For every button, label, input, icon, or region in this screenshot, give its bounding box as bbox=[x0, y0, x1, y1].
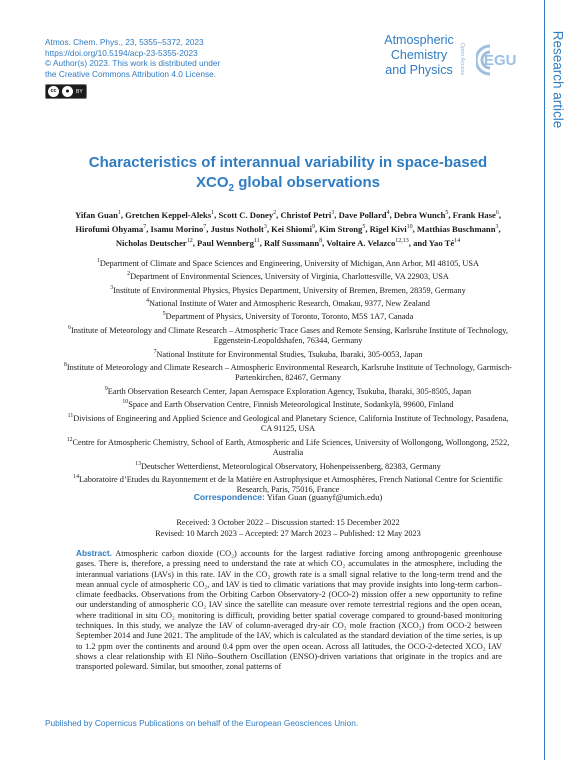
affiliation-number: 9 bbox=[104, 386, 108, 393]
egu-logo-text: EGU bbox=[484, 52, 517, 69]
affiliation-number: 2 bbox=[127, 271, 131, 278]
license-text: the Creative Commons Attribution 4.0 License. bbox=[45, 68, 217, 79]
author-name: Yifan Guan$^1$ bbox=[74, 209, 121, 220]
by-label: BY bbox=[76, 88, 83, 95]
author-affiliation-number: 12 bbox=[186, 238, 193, 245]
abstract-label: Abstract. bbox=[76, 548, 112, 558]
author-name: Scott C. Doney$^2$ bbox=[218, 209, 277, 220]
author-affiliation-number: 3 bbox=[331, 210, 335, 216]
affiliation-item: $^1$Department of Climate and Space Sciences and Engineering, University of Michigan, Ann Arbor, MI 48105, USA bbox=[96, 258, 480, 268]
affiliation-number: 13 bbox=[135, 460, 141, 467]
author-affiliation-number: 1 bbox=[211, 210, 215, 216]
copyright: © Author(s) 2023. This work is distributed under bbox=[45, 58, 221, 68]
abstract-text: Atmospheric carbon dioxide (CO₂) accounts for the largest radiative forcing among anthropogenic greenhouse gases. There is, therefore, a pressing need to understand the rate at which CO₂ accumulates in the atmosphere, including the interannual variations (IAVs) in this rate. IAV in the CO₂ growth rate is a small signal relative to the long-term trend and the mean annual cycle of atmospheric CO₂, and IAV is tied to climatic variations that may provide insights into long-term carbon–climate feedbacks. Observations from the Orbiting Carbon Observatory-2 (OCO-2) mission offer a new opportunity to refine our understanding of atmospheric CO₂ IAV since the satellite can measure over remote terrestrial regions and the open ocean, where traditional in situ CO₂ monitoring is difficult, providing better spatial coverage compared to ground-based monitoring techniques. In this study, we analyze the IAV of column-averaged dry-air CO₂ mole fraction (XCO₂) from OCO-2 between September 2014 and June 2021. The amplitude of the IAV, which is calculated as the standard deviation of the time series, is up to 1.2 ppm over the continents and around 0.4 ppm over the open ocean. Across all latitudes, the OCO-2-detected XCO₂ IAV shows a clear relationship with El Niño–Southern Oscillation (ENSO)-driven variations that originate in the tropics and are transported poleward. Similar, but smoother, zonal patterns of bbox=[76, 549, 502, 672]
affiliation-item: $^9$Earth Observation Research Center, Japan Aerospace Exploration Agency, Tsukuba, Ibaraki, 305-8505, Japan bbox=[104, 386, 472, 396]
affiliation-item: $^6$Institute of Meteorology and Climate Research – Atmospheric Trace Gases and Remote Sensing, Karlsruhe Institute of Technology, Eggenstein-Leopoldshafen, 76344, Germany bbox=[68, 324, 508, 346]
author-affiliation-number: 5 bbox=[362, 224, 366, 231]
correspondence-label: Correspondence: bbox=[193, 492, 265, 502]
affiliation-item: $^7$National Institute for Environmental Studies, Tsukuba, Ibaraki, 305-0053, Japan bbox=[153, 348, 423, 359]
affiliation-number: 6 bbox=[68, 324, 71, 331]
article-type-label: Research article bbox=[550, 30, 566, 129]
journal-name: Atmospheric Chemistry and Physics bbox=[384, 33, 454, 77]
author-affiliation-number: 8 bbox=[319, 238, 323, 245]
affiliation-number: 10 bbox=[122, 399, 129, 406]
abstract bbox=[76, 548, 502, 673]
affiliation-list bbox=[62, 256, 514, 496]
author-name: Debra Wunch$^5$ bbox=[393, 209, 449, 220]
publisher-footer[interactable]: Published by Copernicus Publications on behalf of the European Geosciences Union. bbox=[45, 718, 359, 728]
author-name: Rigel Kivi$^{10}$ bbox=[369, 224, 413, 235]
author-affiliation-number: 6 bbox=[495, 210, 499, 216]
affiliation-number: 14 bbox=[73, 474, 80, 481]
author-affiliation-number: 14 bbox=[454, 238, 461, 245]
author-name: Voltaire A. Velazco$^{12,13}$ bbox=[326, 238, 409, 249]
author-name: Nicholas Deutscher$^{12}$ bbox=[115, 238, 193, 249]
author-name: Kei Shiomi$^9$ bbox=[271, 224, 315, 235]
publication-dates: Received: 3 October 2022 – Discussion started: 15 December 2022 Revised: 10 March 2023 – Accepted: 27 March 2023 – Published: 12 May 2023 bbox=[155, 518, 421, 538]
affiliation-number: 4 bbox=[146, 298, 149, 305]
author-name: Yao $Té^{14}$ bbox=[428, 238, 461, 249]
author-name: Frank Hase$^6$ bbox=[452, 209, 499, 220]
affiliation-item: $^{13}$Deutscher Wetterdienst, Meteorological Observatory, Hohenpeissenberg, 82383, Germany bbox=[135, 460, 441, 471]
affiliation-item: $^{14}$Laboratoire d’Etudes du Rayonnement et de la Matière en Astrophysique et Atmosphères, French National Centre for Scientific Research, Paris, 75016, France bbox=[73, 474, 503, 495]
affiliation-number: 1 bbox=[96, 258, 100, 264]
affiliation-number: 11 bbox=[67, 412, 74, 419]
author-affiliation-number: 11 bbox=[253, 238, 260, 245]
correspondence bbox=[62, 492, 514, 503]
citation: Atmos. Chem. Phys., 23, 5355–5372, 2023 bbox=[45, 37, 204, 47]
affiliation-item: $^{12}$Centre for Atmospheric Chemistry, School of Earth, Atmospheric and Life Sciences, University of Wollongong, Wollongong, 2522, Australia bbox=[66, 436, 510, 458]
affiliation-number: 7 bbox=[153, 348, 157, 355]
cc-icon: cc bbox=[48, 86, 59, 97]
author-name: Dave Pollard$^4$ bbox=[338, 209, 390, 220]
doi-link[interactable]: https://doi.org/10.5194/acp-23-5355-2023 bbox=[45, 47, 198, 58]
author-affiliation-number: 2 bbox=[273, 210, 277, 216]
author-affiliation-number: 10 bbox=[406, 224, 413, 231]
affiliation-number: 5 bbox=[162, 311, 166, 318]
affiliation-item: $^2$Department of Environmental Sciences, University of Virginia, Charlottesville, VA 22903, USA bbox=[127, 271, 449, 282]
author-name: Paul Wennberg$^{11}$ bbox=[197, 238, 260, 249]
paper-title: Characteristics of interannual variability in space-based $XCO_2$ global observations bbox=[88, 154, 488, 194]
author-name: Gretchen Keppel-Aleks$^1$ bbox=[125, 209, 215, 220]
author-affiliation-number: 12,13 bbox=[395, 238, 409, 245]
author-affiliation-number: 4 bbox=[386, 210, 390, 216]
open-access-label: Open Access bbox=[459, 42, 466, 76]
author-name: Ralf Sussmann$^8$ bbox=[263, 238, 323, 249]
affiliation-item: $^5$Department of Physics, University of Toronto, Toronto, M5S 1A7, Canada bbox=[162, 311, 414, 322]
author-name: Kim Strong$^5$ bbox=[319, 224, 366, 235]
cc-by-license-icon[interactable] bbox=[45, 84, 87, 99]
affiliation-number: 8 bbox=[63, 362, 67, 369]
affiliation-item: $^{10}$Space and Earth Observation Centre, Finnish Meteorological Institute, Sodankylä, 99600, Finland bbox=[122, 399, 454, 410]
affiliation-item: $^{11}$Divisions of Engineering and Applied Science and Geological and Planetary Science, California Institute of Technology, Pasadena, CA 91125, USA bbox=[67, 412, 509, 434]
affiliation-item: $^8$Institute of Meteorology and Climate Research – Atmospheric Environmental Research, Karlsruhe Institute of Technology, Garmisch-Partenkirchen, 82467, Germany bbox=[63, 362, 513, 383]
correspondence-email[interactable]: Yifan Guan (guanyf@umich.edu) bbox=[266, 492, 383, 502]
author-name: Justus Notholt$^3$ bbox=[210, 224, 267, 235]
author-affiliation-number: 7 bbox=[203, 224, 207, 231]
author-affiliation-number: 3 bbox=[263, 224, 267, 231]
sidebar-divider bbox=[544, 0, 545, 760]
author-name: Christof Petri$^3$ bbox=[280, 209, 335, 220]
author-affiliation-number: 5 bbox=[445, 210, 449, 216]
affiliation-item: $^3$Institute of Environmental Physics, Physics Department, University of Bremen, Bremen, 28359, Germany bbox=[110, 284, 466, 295]
author-affiliation-number: 9 bbox=[311, 224, 315, 231]
author-name: Hirofumi Ohyama$^7$ bbox=[75, 224, 147, 235]
article-metadata bbox=[45, 37, 255, 79]
affiliation-item: $^4$National Institute of Water and Atmospheric Research, Omakau, 9377, New Zealand bbox=[146, 298, 430, 308]
affiliation-number: 12 bbox=[66, 436, 73, 443]
affiliation-number: 3 bbox=[110, 284, 114, 291]
author-affiliation-number: 1 bbox=[117, 210, 121, 216]
egu-logo-icon bbox=[476, 38, 530, 80]
author-list: Yifan Guan$^1$, Gretchen Keppel-Aleks$^1$, Scott C. Doney$^2$, Christof Petri$^3$, Dave Pollard$^4$, Debra Wunch$^5$, Frank Hase$^6$, Hirofumi Ohyama$^7$, Isamu Morino$^7$, Justus Notholt$^3$, Kei Shiomi$^9$, Kim Strong$^5$, Rigel Kivi$^{10}$, Matthias Buschmann$^3$, Nicholas Deutscher$^{12}$, Paul Wennberg$^{11}$, Ralf Sussmann$^8$, Voltaire A. Velazco$^{12,13}$, and Yao $Té^{14}$ bbox=[74, 209, 502, 249]
person-icon: ● bbox=[62, 86, 73, 97]
author-name: Matthias Buschmann$^3$ bbox=[416, 224, 499, 235]
author-affiliation-number: 7 bbox=[143, 224, 147, 231]
author-name: Isamu Morino$^7$ bbox=[150, 224, 207, 235]
author-affiliation-number: 3 bbox=[495, 224, 499, 231]
